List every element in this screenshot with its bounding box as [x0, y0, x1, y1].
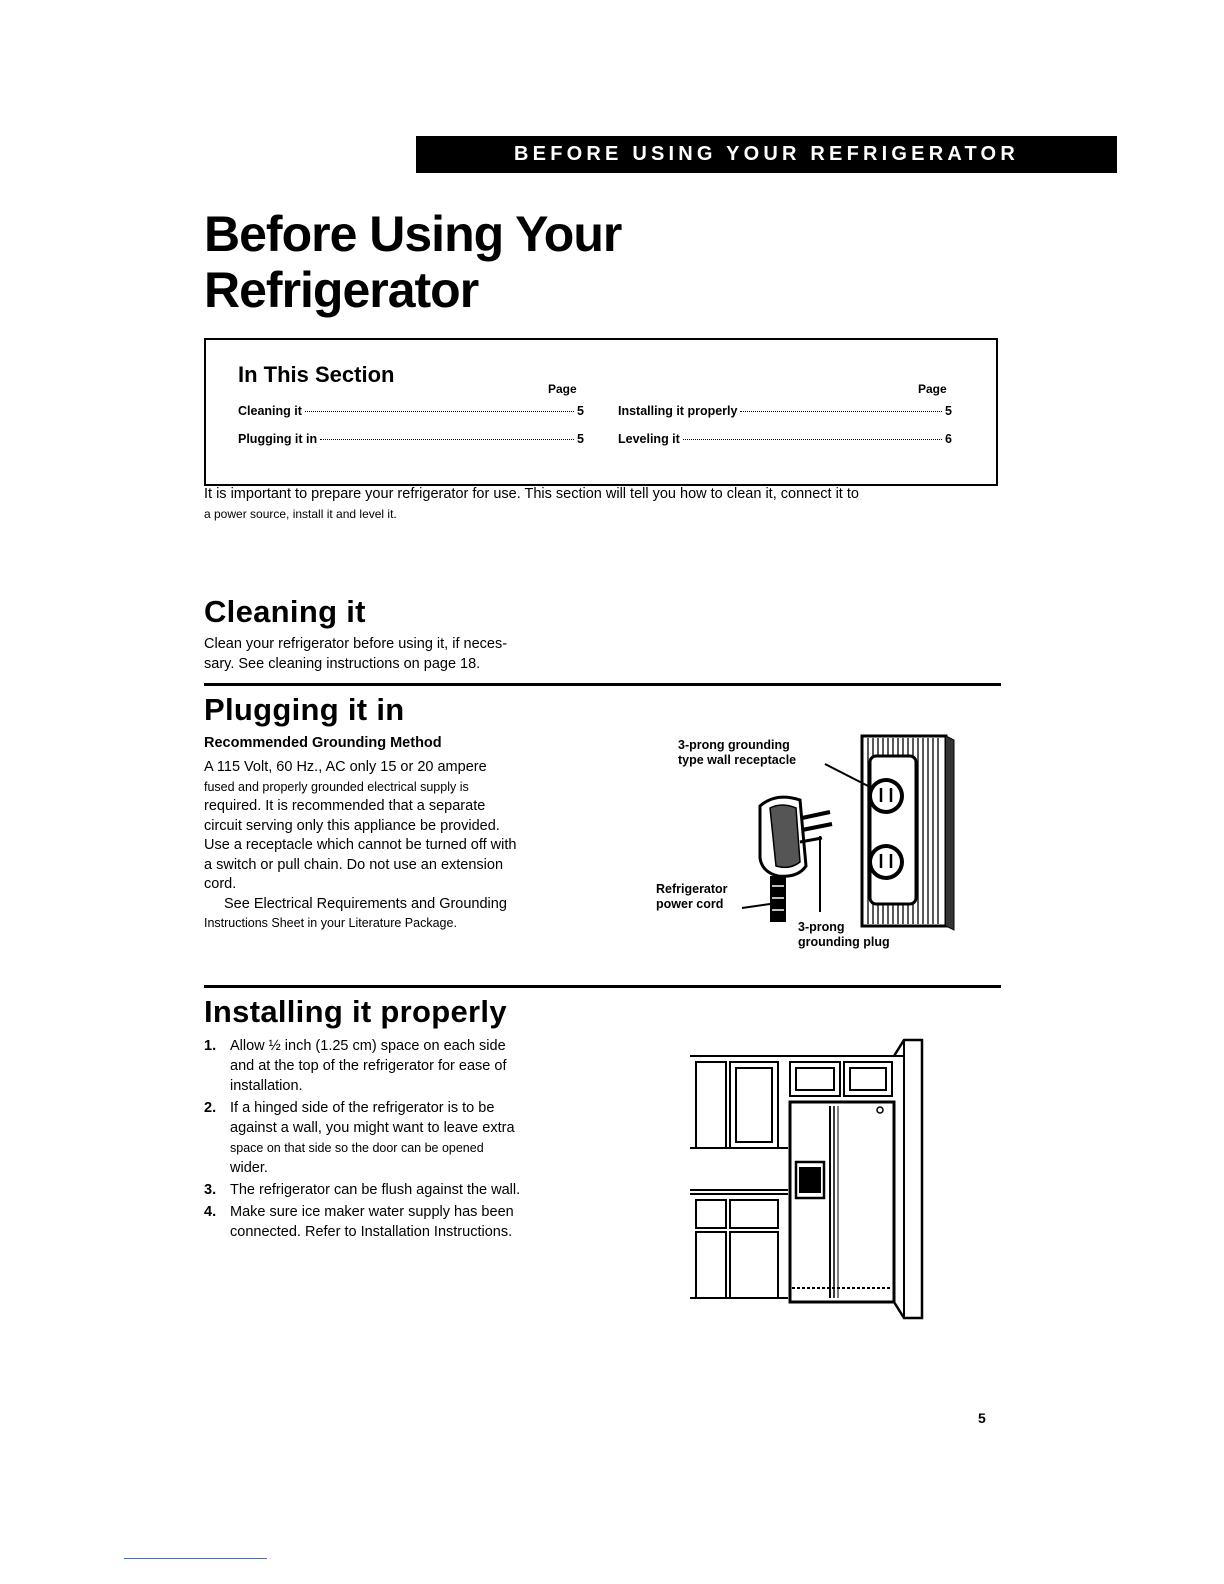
- section-divider: [204, 985, 1001, 988]
- toc-page-label-left: Page: [548, 382, 577, 396]
- step-text-line: installation.: [230, 1078, 303, 1094]
- plugging-line: a switch or pull chain. Do not use an extension: [204, 856, 504, 873]
- plugging-line: circuit serving only this appliance be provided.: [204, 817, 500, 834]
- plugging-line: cord.: [204, 876, 237, 892]
- toc-entry-label: Leveling it: [618, 432, 680, 446]
- plugging-text: [204, 758, 604, 934]
- step-text-line: and at the top of the refrigerator for ease of: [230, 1058, 507, 1074]
- step-number: 2.: [204, 1100, 217, 1116]
- step-text: [230, 1036, 506, 1096]
- step-text-line: If a hinged side of the refrigerator is to be: [230, 1100, 495, 1116]
- toc-entry-plugging[interactable]: [238, 432, 584, 446]
- plugging-see-line: Instructions Sheet in your Literature Package.: [204, 916, 457, 930]
- installing-steps-list: [204, 1036, 604, 1244]
- installing-heading: Installing it properly: [204, 994, 507, 1029]
- step-text-line: space on that side so the door can be opened: [230, 1141, 484, 1155]
- grounding-subheading: Recommended Grounding Method: [204, 735, 442, 751]
- step-text: [230, 1202, 514, 1242]
- in-this-section-box: [204, 338, 998, 486]
- step-text-line: connected. Refer to Installation Instructions.: [230, 1224, 513, 1240]
- step-text: [230, 1098, 515, 1178]
- toc-page-label-right: Page: [918, 382, 947, 396]
- toc-entry-label: Cleaning it: [238, 404, 302, 418]
- step-text: [230, 1180, 520, 1200]
- toc-entry-page: 5: [945, 404, 952, 418]
- power-cord-label-line: Refrigerator: [656, 882, 728, 896]
- installing-step: [204, 1098, 604, 1178]
- section-divider: [204, 683, 1001, 686]
- toc-entry-installing[interactable]: [618, 404, 952, 418]
- plug-illustration: [760, 797, 832, 922]
- page-number: 5: [978, 1410, 986, 1426]
- intro-line-2: a power source, install it and level it.: [204, 507, 397, 521]
- page-title-line-2: Refrigerator: [204, 262, 479, 318]
- toc-entry-page: 5: [577, 404, 584, 418]
- cleaning-text: [204, 635, 507, 674]
- page-title: [204, 206, 621, 318]
- dot-leader: [305, 411, 574, 412]
- plugging-line: required. It is recommended that a separate: [204, 798, 486, 814]
- plugging-line: A 115 Volt, 60 Hz., AC only 15 or 20 ampere: [204, 759, 487, 775]
- step-number: 3.: [204, 1182, 217, 1198]
- step-number: 4.: [204, 1204, 217, 1220]
- plugging-line: fused and properly grounded electrical supply is: [204, 779, 469, 794]
- step-text-line: Make sure ice maker water supply has been: [230, 1204, 514, 1220]
- step-text-line: against a wall, you might want to leave extra: [230, 1120, 515, 1136]
- cleaning-text-line: Clean your refrigerator before using it, if neces-: [204, 636, 508, 652]
- intro-paragraph: [204, 484, 1004, 524]
- plugging-line: Use a receptacle which cannot be turned off with: [204, 837, 517, 853]
- grounding-plug-label-line: 3-prong: [798, 920, 845, 934]
- section-banner: BEFORE USING YOUR REFRIGERATOR: [416, 136, 1117, 173]
- cord-leader-line: [742, 904, 770, 908]
- plugging-heading: Plugging it in: [204, 692, 405, 727]
- grounding-plug-label: [798, 920, 890, 950]
- grounding-plug-label-line: grounding plug: [798, 935, 890, 949]
- toc-entry-label: Installing it properly: [618, 404, 738, 418]
- dot-leader: [740, 411, 942, 412]
- wall-receptacle-illustration: [862, 736, 954, 930]
- power-cord-label-line: power cord: [656, 897, 724, 911]
- installing-step: [204, 1036, 604, 1096]
- installing-step: [204, 1180, 604, 1200]
- toc-heading: In This Section: [238, 362, 395, 387]
- toc-entry-page: 5: [577, 432, 584, 446]
- plugging-see-line: See Electrical Requirements and Grounding: [224, 895, 507, 912]
- toc-entry-page: 6: [945, 432, 952, 446]
- toc-entry-leveling[interactable]: [618, 432, 952, 446]
- installing-step: [204, 1202, 604, 1242]
- dot-leader: [683, 439, 942, 440]
- step-text-line: wider.: [230, 1160, 268, 1176]
- intro-line-1: It is important to prepare your refrigerator for use. This section will tell you how to clean it, connect it to: [204, 486, 859, 502]
- receptacle-label: [678, 738, 796, 768]
- step-number: 1.: [204, 1038, 217, 1054]
- receptacle-label-line: type wall receptacle: [678, 753, 797, 767]
- step-text-line: Allow ½ inch (1.25 cm) space on each side: [230, 1038, 506, 1054]
- page-title-line-1: Before Using Your: [204, 206, 622, 262]
- toc-entry-cleaning[interactable]: [238, 404, 584, 418]
- receptacle-label-line: 3-prong grounding: [678, 738, 790, 752]
- toc-entry-label: Plugging it in: [238, 432, 318, 446]
- step-text-line: The refrigerator can be flush against the wall.: [230, 1182, 521, 1198]
- cleaning-heading: Cleaning it: [204, 594, 366, 629]
- installed-refrigerator-illustration: [688, 1036, 928, 1320]
- dot-leader: [320, 439, 574, 440]
- power-cord-label: [656, 882, 728, 912]
- footer-rule: [124, 1558, 267, 1559]
- cleaning-text-line: sary. See cleaning instructions on page 18.: [204, 655, 481, 672]
